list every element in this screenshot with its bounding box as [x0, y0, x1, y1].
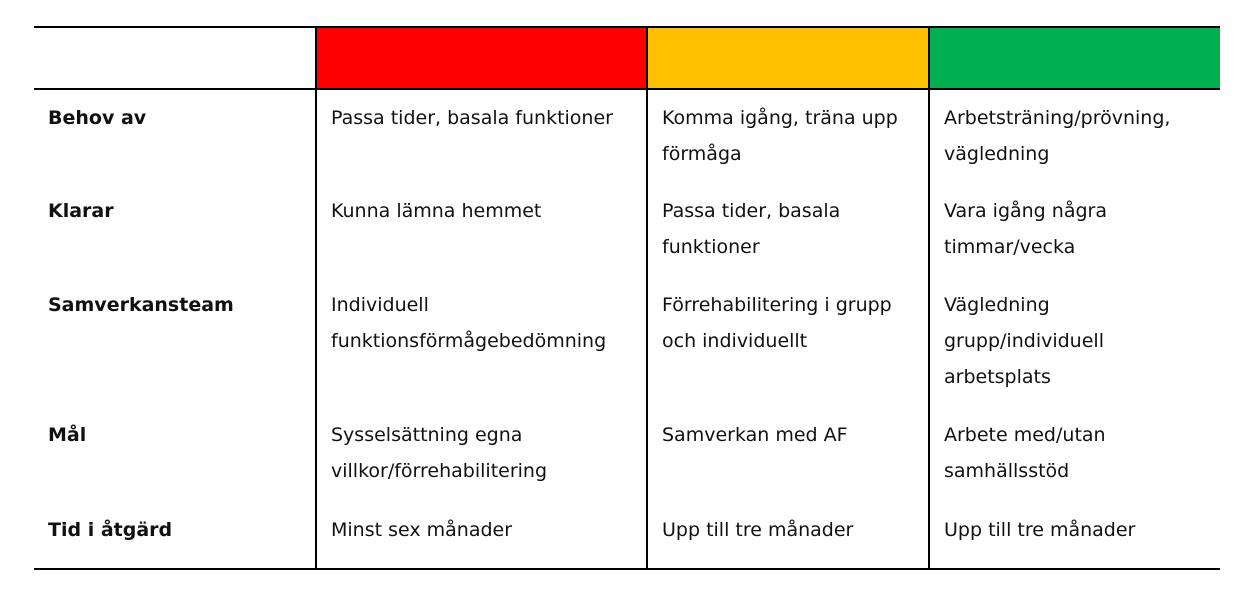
table-row-mal: [34, 407, 1220, 502]
level-green-header: [929, 27, 1220, 89]
cell-red: Kunna lämna hemmet: [316, 183, 647, 277]
table-row-tid: [34, 502, 1220, 569]
table-row-klarar: [34, 183, 1220, 277]
cell-yellow: Komma igång, träna upp förmåga: [647, 89, 929, 183]
cell-green: Arbetsträning/prövning, vägledning: [929, 89, 1220, 183]
row-label: Mål: [34, 407, 316, 502]
cell-green: Vägledning grupp/individuell arbetsplats: [929, 277, 1220, 407]
level-table: [34, 26, 1220, 570]
cell-yellow: Samverkan med AF: [647, 407, 929, 502]
red-swatch: [317, 28, 646, 88]
row-label: Samverkansteam: [34, 277, 316, 407]
cell-yellow: Upp till tre månader: [647, 502, 929, 569]
level-red-header: [316, 27, 647, 89]
row-label: Tid i åtgärd: [34, 502, 316, 569]
cell-red: Individuell funktionsförmågebedömning: [316, 277, 647, 407]
cell-yellow: Förrehabilitering i grupp och individuellt: [647, 277, 929, 407]
table-row-samverkansteam: [34, 277, 1220, 407]
cell-red: Passa tider, basala funktioner: [316, 89, 647, 183]
green-swatch: [930, 28, 1220, 88]
cell-red: Minst sex månader: [316, 502, 647, 569]
cell-yellow: Passa tider, basala funktioner: [647, 183, 929, 277]
row-label: Klarar: [34, 183, 316, 277]
table-row-behov: [34, 89, 1220, 183]
corner-cell: [34, 27, 316, 89]
cell-green: Upp till tre månader: [929, 502, 1220, 569]
yellow-swatch: [648, 28, 928, 88]
cell-green: Vara igång några timmar/vecka: [929, 183, 1220, 277]
header-row: [34, 27, 1220, 89]
level-yellow-header: [647, 27, 929, 89]
cell-red: Sysselsättning egna villkor/förrehabilitering: [316, 407, 647, 502]
cell-green: Arbete med/utan samhällsstöd: [929, 407, 1220, 502]
row-label: Behov av: [34, 89, 316, 183]
